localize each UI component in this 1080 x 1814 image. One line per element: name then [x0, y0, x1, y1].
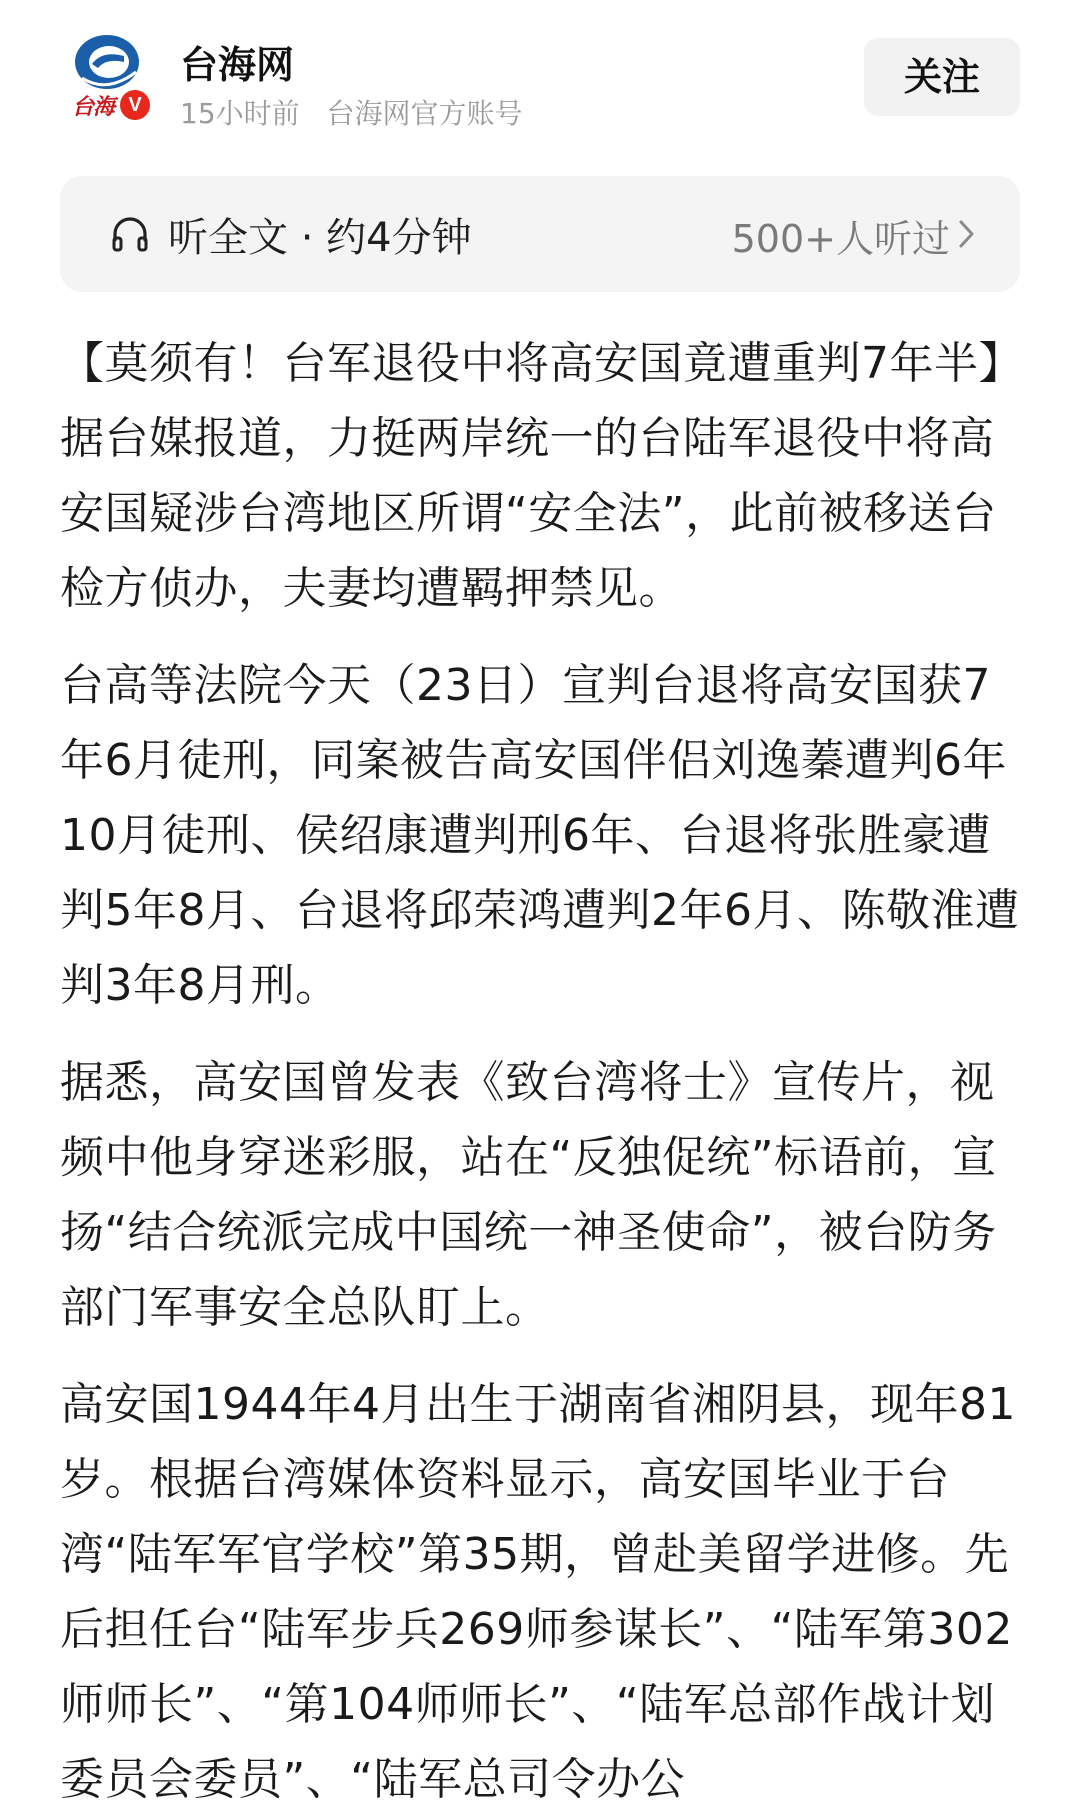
post-meta — [180, 92, 523, 132]
follow-button[interactable]: 关注 — [864, 38, 1020, 116]
article-paragraph: 高安国1944年4月出生于湖南省湘阴县，现年81岁。根据台湾媒体资料显示，高安国毕业于台湾“陆军军官学校”第35期，曾赴美留学进修。先后担任台“陆军步兵269师参谋长”、“陆军第302师师长”、“第104师师长”、“陆军总部作战计划委员会委员”、“陆军总司令办公 — [60, 1379, 1016, 1805]
verified-badge-icon: V — [120, 90, 150, 120]
logo-text: 台海 — [72, 94, 115, 120]
article-paragraph: 台高等法院今天（23日）宣判台退将高安国获7年6月徒刑，同案被告高安国伴侣刘逸蓁遭判6年10月徒刑、侯绍康遭判刑6年、台退将张胜豪遭判5年8月、台退将邱荣鸿遭判2年6月、陈敬淮遭判3年8月刑。 — [60, 660, 1020, 1011]
listen-full-text-bar[interactable] — [60, 176, 1020, 292]
chevron-right-icon — [958, 218, 976, 250]
article-paragraph: 据悉，高安国曾发表《致台湾将士》宣传片，视频中他身穿迷彩服，站在“反独促统”标语前，宣扬“结合统派完成中国统一神圣使命”，被台防务部门军事安全总队盯上。 — [60, 1057, 997, 1333]
headphone-icon — [110, 214, 150, 254]
account-name[interactable]: 台海网 — [180, 43, 295, 87]
account-avatar[interactable] — [66, 28, 158, 120]
account-type: 台海网官方账号 — [326, 97, 523, 130]
post-time: 15小时前 — [180, 97, 300, 130]
article-paragraph: 【莫须有！台军退役中将高安国竟遭重判7年半】据台媒报道，力挺两岸统一的台陆军退役中将高安国疑涉台湾地区所谓“安全法”，此前被移送台检方侦办，夫妻均遭羁押禁见。 — [60, 338, 1023, 614]
listen-count: 500+人听过 — [731, 217, 950, 261]
article-body — [60, 326, 1035, 1814]
article-header — [0, 0, 1080, 150]
listen-label: 听全文 · 约4分钟 — [168, 215, 472, 261]
taihainet-logo-icon — [72, 32, 142, 92]
